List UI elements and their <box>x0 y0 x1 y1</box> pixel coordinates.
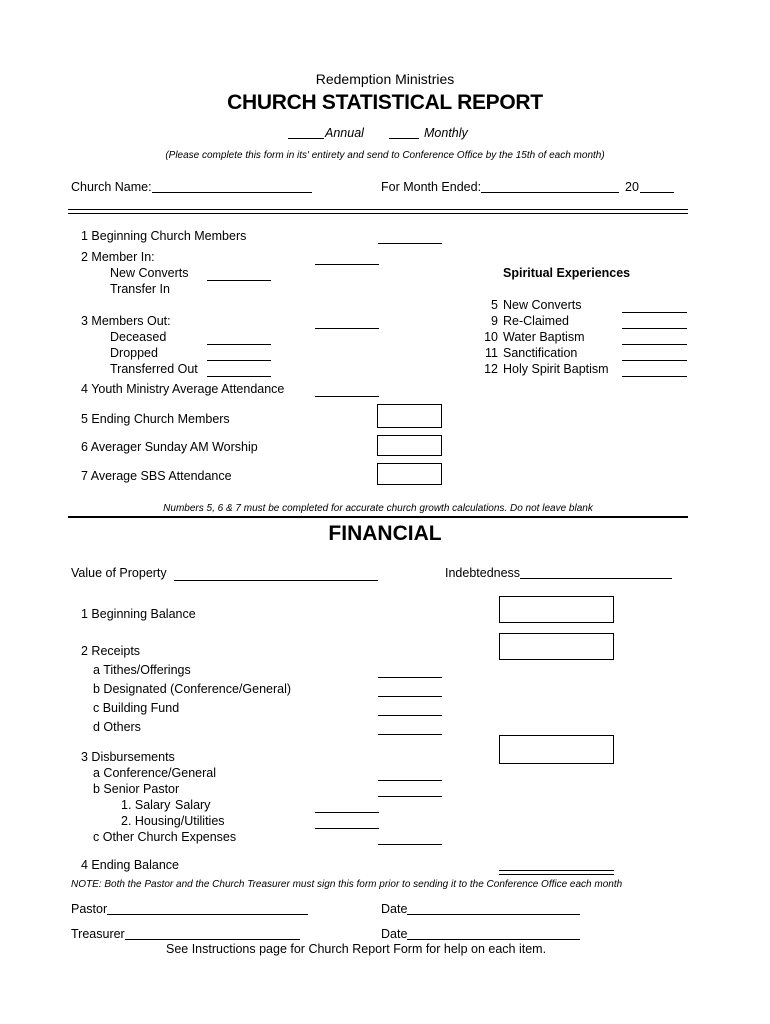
other-expenses-label: c Other Church Expenses <box>93 830 237 844</box>
ending-balance-label: 4 Ending Balance <box>81 858 179 872</box>
others-label: d Others <box>93 720 141 734</box>
monthly-blank[interactable] <box>389 138 419 139</box>
ending-balance-field[interactable] <box>499 870 614 875</box>
treasurer-date-field[interactable] <box>407 939 580 940</box>
property-value-field[interactable] <box>174 580 378 581</box>
ending-members-label: 5 Ending Church Members <box>81 412 230 426</box>
receipts-label: 2 Receipts <box>81 644 141 658</box>
members-out-label: 3 Members Out: <box>81 314 171 328</box>
senior-pastor-label: b Senior Pastor <box>93 782 180 796</box>
instructions-text: (Please complete this form in its' entirety and send to Conference Office by the 15th of each month) <box>165 150 605 161</box>
treasurer-signature-field[interactable] <box>125 939 300 940</box>
senior-pastor-field[interactable] <box>378 796 442 797</box>
beginning-balance-label: 1 Beginning Balance <box>81 607 196 621</box>
member-in-total-field[interactable] <box>315 264 379 265</box>
spiritual-item-field[interactable] <box>622 328 687 329</box>
church-name-label: Church Name: <box>71 180 152 194</box>
spiritual-item-label: Re-Claimed <box>503 314 569 328</box>
sunday-worship-box[interactable] <box>377 435 442 456</box>
conference-general-field[interactable] <box>378 780 442 781</box>
indebtedness-field[interactable] <box>520 578 672 579</box>
salary-field[interactable] <box>315 812 379 813</box>
spiritual-item-label: New Converts <box>503 298 582 312</box>
spiritual-item-label: Holy Spirit Baptism <box>503 362 609 376</box>
spiritual-item-number: 5 <box>491 298 498 312</box>
month-ended-field[interactable] <box>481 192 619 193</box>
growth-note: Numbers 5, 6 & 7 must be completed for accurate church growth calculations. Do not leave blank <box>163 503 593 514</box>
property-value-label: Value of Property <box>71 566 167 580</box>
spiritual-item-label: Sanctification <box>503 346 578 360</box>
transferred-out-label: Transferred Out <box>110 362 198 376</box>
building-fund-field[interactable] <box>378 715 442 716</box>
pastor-signature-field[interactable] <box>107 914 308 915</box>
building-fund-label: c Building Fund <box>93 701 180 715</box>
treasurer-label: Treasurer <box>71 927 125 941</box>
pastor-label: Pastor <box>71 902 108 916</box>
sbs-attendance-box[interactable] <box>377 463 442 485</box>
divider-financial <box>68 516 688 518</box>
transferred-out-field[interactable] <box>207 376 271 377</box>
report-title: CHURCH STATISTICAL REPORT <box>227 91 543 114</box>
divider-top <box>68 209 688 214</box>
annual-blank[interactable] <box>288 138 324 139</box>
tithes-label: a Tithes/Offerings <box>93 663 191 677</box>
dropped-label: Dropped <box>110 346 158 360</box>
transfer-in-label: Transfer In <box>110 282 170 296</box>
members-out-total-field[interactable] <box>315 328 379 329</box>
salary-label: 1. Salary <box>121 798 171 812</box>
dropped-field[interactable] <box>207 360 271 361</box>
spiritual-item-field[interactable] <box>622 376 687 377</box>
spiritual-item-number: 10 <box>484 330 498 344</box>
housing-label: 2. Housing/Utilities <box>121 814 225 828</box>
spiritual-item-field[interactable] <box>622 344 687 345</box>
pastor-date-field[interactable] <box>407 914 580 915</box>
member-in-label: 2 Member In: <box>81 250 155 264</box>
designated-label: b Designated (Conference/General) <box>93 682 292 696</box>
signature-note: NOTE: Both the Pastor and the Church Treasurer must sign this form prior to sending it to the Conference Office each month <box>71 879 623 890</box>
new-converts-label: New Converts <box>110 266 189 280</box>
other-expenses-field[interactable] <box>378 844 442 845</box>
beginning-balance-box[interactable] <box>499 596 614 623</box>
conference-general-label: a Conference/General <box>93 766 216 780</box>
beginning-members-label: 1 Beginning Church Members <box>81 229 247 243</box>
spiritual-item-number: 9 <box>491 314 498 328</box>
footer-instructions: See Instructions page for Church Report Form for help on each item. <box>166 942 547 956</box>
housing-field[interactable] <box>315 828 379 829</box>
date-label-2: Date <box>381 927 408 941</box>
spiritual-item-number: 12 <box>484 362 498 376</box>
new-converts-field[interactable] <box>207 280 271 281</box>
deceased-field[interactable] <box>207 344 271 345</box>
spiritual-item-label: Water Baptism <box>503 330 585 344</box>
spiritual-heading: Spiritual Experiences <box>503 266 631 280</box>
year-field[interactable] <box>640 192 674 193</box>
salary-overlap-label: Salary <box>175 798 211 812</box>
sbs-attendance-label: 7 Average SBS Attendance <box>81 469 232 483</box>
annual-label: Annual <box>325 126 364 140</box>
beginning-members-field[interactable] <box>378 243 442 244</box>
spiritual-item-field[interactable] <box>622 312 687 313</box>
youth-attendance-field[interactable] <box>315 396 379 397</box>
others-field[interactable] <box>378 734 442 735</box>
designated-field[interactable] <box>378 696 442 697</box>
ending-members-box[interactable] <box>377 404 442 428</box>
monthly-label: Monthly <box>424 126 468 140</box>
deceased-label: Deceased <box>110 330 167 344</box>
spiritual-item-number: 11 <box>485 346 498 360</box>
date-label-1: Date <box>381 902 408 916</box>
sunday-worship-label: 6 Averager Sunday AM Worship <box>81 440 258 454</box>
receipts-total-box[interactable] <box>499 633 614 660</box>
financial-heading: FINANCIAL <box>328 522 442 545</box>
month-ended-label: For Month Ended: <box>381 180 482 194</box>
indebtedness-label: Indebtedness <box>445 566 521 580</box>
disbursements-label: 3 Disbursements <box>81 750 175 764</box>
tithes-field[interactable] <box>378 677 442 678</box>
church-name-field[interactable] <box>152 192 312 193</box>
year-prefix: 20 <box>625 180 639 194</box>
org-name: Redemption Ministries <box>315 71 455 87</box>
youth-attendance-label: 4 Youth Ministry Average Attendance <box>81 382 285 396</box>
spiritual-item-field[interactable] <box>622 360 687 361</box>
disbursements-total-box[interactable] <box>499 735 614 764</box>
